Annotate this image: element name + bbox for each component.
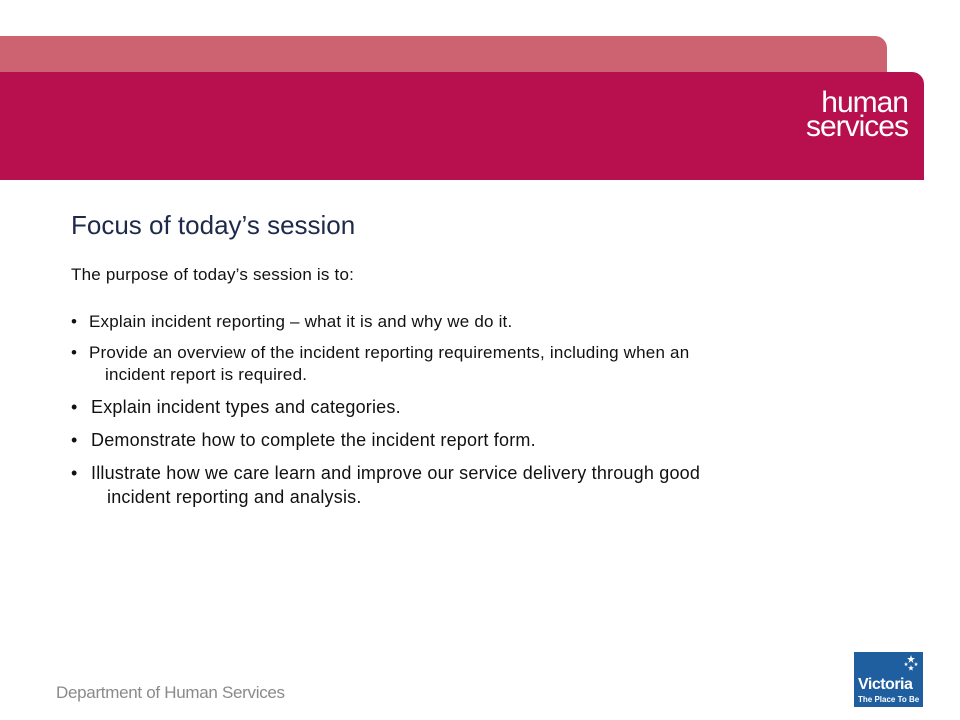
bullet-item [71, 342, 871, 386]
bullet-item [71, 311, 871, 333]
bullet-text-continued: incident report is required. [105, 365, 308, 384]
bullet-icon: • [71, 312, 78, 331]
slide-title: Focus of today’s session [71, 210, 356, 240]
bullet-text: Demonstrate how to complete the incident report form. [91, 430, 536, 450]
bullet-text: Explain incident types and categories. [91, 397, 401, 417]
logo-line-1: human [821, 86, 908, 119]
bullet-icon: • [71, 343, 78, 362]
bullet-item [71, 395, 871, 419]
bullet-icon: • [71, 463, 78, 483]
victoria-logo [854, 652, 923, 707]
victoria-tagline: The Place To Be [858, 695, 920, 704]
southern-cross-icon [904, 655, 918, 675]
bullet-text: Provide an overview of the incident reporting requirements, including when an [89, 343, 690, 362]
victoria-wordmark: Victoria [858, 676, 913, 693]
logo-line-2: services [805, 110, 908, 143]
slide-intro: The purpose of today’s session is to: [71, 265, 355, 284]
bullet-icon: • [71, 397, 78, 417]
human-services-logo [805, 86, 908, 143]
bullet-text-continued: incident reporting and analysis. [107, 487, 362, 507]
bullet-item [71, 461, 871, 509]
bullet-list [71, 311, 871, 518]
bullet-icon: • [71, 430, 78, 450]
bullet-text: Illustrate how we care learn and improve our service delivery through good [91, 463, 701, 483]
bullet-text: Explain incident reporting – what it is and why we do it. [89, 312, 513, 331]
bullet-item [71, 428, 871, 452]
department-footer: Department of Human Services [56, 683, 285, 702]
header-band [0, 72, 924, 180]
